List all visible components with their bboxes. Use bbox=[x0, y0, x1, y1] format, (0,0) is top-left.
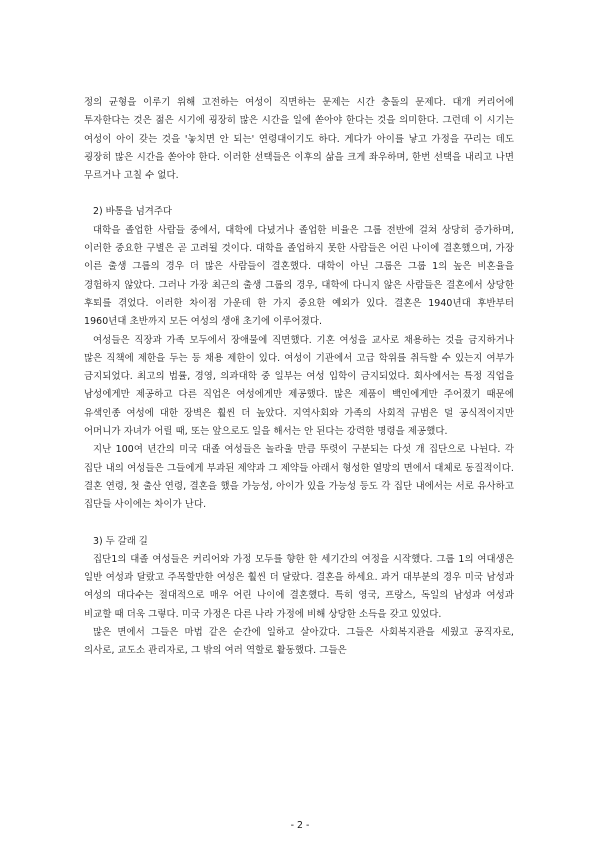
section2-paragraph-1: 대학을 졸업한 사람들 중에서, 대학에 다녔거나 졸업한 비율은 그룹 전반에 걸쳐 상당히 증가하며, 이러한 중요한 구별은 곧 고려될 것이다. 대학을 졸업하지 못한 사람들은 어린 나이에 결혼했으며, 가장 이른 출생 그룹의 경우 더 많은 사람들이 결혼했다. 대학이 아닌 그룹은 그룹 1의 높은 비혼율을 경험하지 않았다. 그러나 가장 최근의 출생 그룹의 경우, 대학에 다니지 않은 사람들은 결혼에서 상당한 후퇴를 겪었다. 이러한 차이점 가운데 한 가지 중요한 예외가 있다. 결혼은 1940년대 후반부터 1960년대 초반까지 모든 여성의 생애 초기에 이루어졌다. bbox=[84, 224, 514, 328]
section-spacer bbox=[84, 515, 514, 533]
intro-paragraph: 정의 균형을 이루기 위해 고전하는 여성이 직면하는 문제는 시간 충돌의 문제다. 대개 커리어에 투자한다는 것은 젊은 시기에 굉장히 많은 시간을 일에 쏟아야 한다는 것을 의미한다. 그런데 이 시기는 여성이 아이 갖는 것을 '놓치면 안 되는' 연령대이기도 하다. 게다가 아이를 낳고 가정을 꾸리는 데도 굉장히 많은 시간을 쏟아야 한다. 이러한 선택들은 이후의 삶을 크게 좌우하며, 한번 선택을 내리고 나면 무르거나 고칠 수 없다. bbox=[84, 97, 514, 182]
section2-paragraph-3: 지난 100여 년간의 미국 대졸 여성들은 놀라울 만큼 뚜렷이 구분되는 다섯 개 집단으로 나뉜다. 각 집단 내의 여성들은 그들에게 부과된 제약과 그 제약들 아래서 형성한 열망의 면에서 대체로 동질적이다. 결혼 연령, 첫 출산 연령, 결혼을 했을 가능성, 아이가 있을 가능성 등도 각 집단 내에서는 서로 유사하고 집단들 사이에는 차이가 난다. bbox=[84, 444, 514, 511]
section-heading-3: 3) 두 갈래 길 bbox=[93, 535, 148, 547]
section3-paragraph-2: 많은 면에서 그들은 마법 같은 순간에 일하고 살아갔다. 그들은 사회복지관을 세웠고 공직자로, 의사로, 교도소 관리자로, 그 밖의 여러 역할로 활동했다. 그들은 bbox=[84, 627, 514, 657]
section-spacer bbox=[84, 185, 514, 203]
page-body bbox=[84, 94, 514, 661]
page-number: - 2 - bbox=[290, 820, 310, 831]
section-heading-2: 2) 바통을 넘겨주다 bbox=[93, 206, 172, 218]
section2-paragraph-2: 여성들은 직장과 가족 모두에서 장애물에 직면했다. 기혼 여성을 교사로 채용하는 것을 금지하거나 많은 직책에 제한을 두는 등 채용 제한이 있다. 여성이 기관에서 고급 학위를 취득할 수 있는지 여부가 금지되었다. 최고의 법률, 경영, 의과대학 중 일부는 여성 입학이 금지되었다. 회사에서는 특정 직업을 남성에게만 제공하고 다른 직업은 여성에게만 제공했다. 많은 제품이 백인에게만 주어졌기 때문에 유색인종 여성에 대한 장벽은 훨씬 더 높았다. 지역사회와 가족의 사회적 규범은 덜 공식적이지만 어머니가 자녀가 어릴 때, 또는 앞으로도 일을 해서는 안 된다는 강력한 명령을 제공했다. bbox=[84, 334, 514, 438]
section3-paragraph-1: 집단1의 대졸 여성들은 커리어와 가정 모두를 향한 한 세기간의 여정을 시작했다. 그룹 1의 여대생은 일반 여성과 달랐고 주목할만한 여성은 훨씬 더 달랐다. 결혼을 하세요. 과거 대부분의 경우 미국 남성과 여성의 대다수는 절대적으로 매우 어린 나이에 결혼했다. 특히 영국, 프랑스, 독일의 남성과 여성과 비교할 때 더욱 그렇다. 미국 가정은 다른 나라 가정에 비해 상당한 소득을 갖고 있었다. bbox=[84, 553, 514, 620]
